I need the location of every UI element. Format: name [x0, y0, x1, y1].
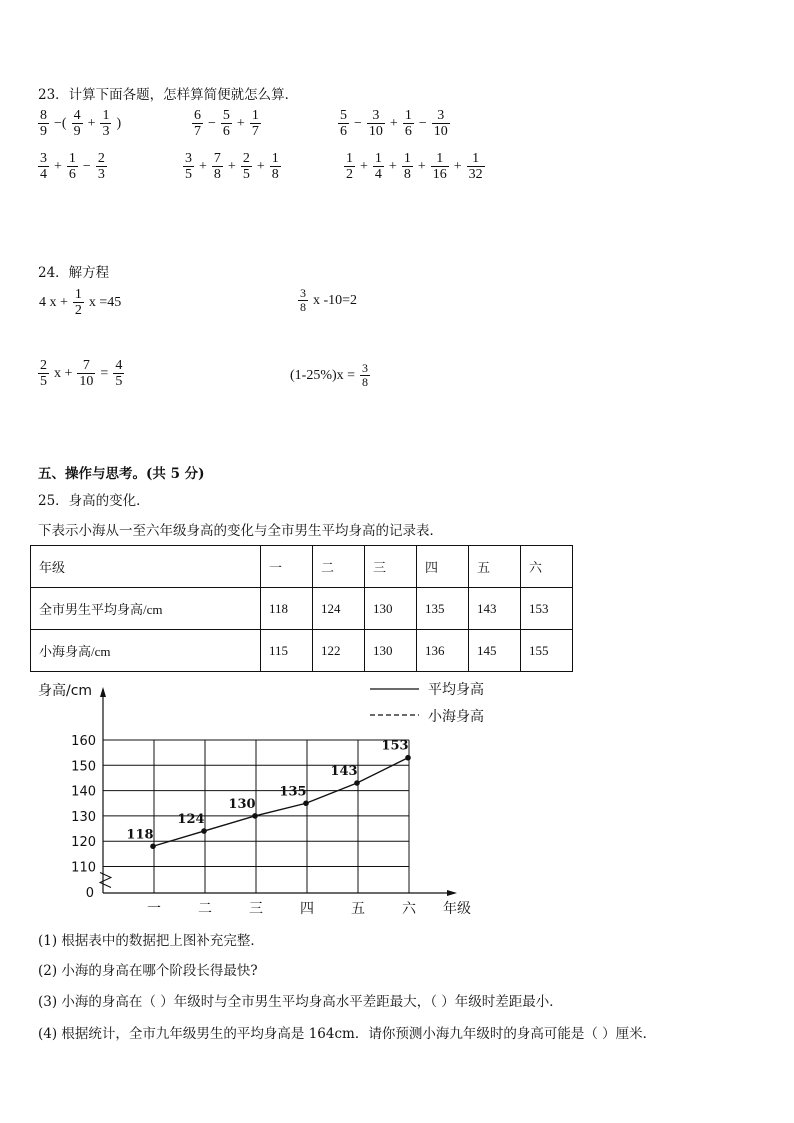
- q24-equation-3: $\frac{2}{5}$ x + $\frac{7}{10}$ = $\frac{4}{5}$: [40, 358, 123, 389]
- q24-equation-2: $\frac{3}{8}$ x -10=2: [300, 286, 358, 314]
- table-cell: 一: [261, 546, 313, 588]
- table-cell: 124: [313, 588, 365, 630]
- y-tick-label: 150: [71, 759, 96, 775]
- table-cell: 二: [313, 546, 365, 588]
- table-cell: 155: [521, 630, 573, 672]
- table-cell: 145: [469, 630, 521, 672]
- table-cell: 136: [417, 630, 469, 672]
- y-tick-label: 120: [71, 835, 96, 851]
- sub-question-4: (4) 根据统计，全市九年级男生的平均身高是 164cm．请你预测小海九年级时的身高可能是（ ）厘米．: [38, 1026, 657, 1042]
- table-cell: 全市男生平均身高/cm: [31, 588, 261, 630]
- table-cell: 小海身高/cm: [31, 630, 261, 672]
- table-cell: 年级: [31, 546, 261, 588]
- x-axis-label: 年级: [443, 901, 471, 917]
- table-cell: 115: [261, 630, 313, 672]
- data-point: [405, 755, 411, 761]
- y-tick-label: 110: [71, 860, 96, 876]
- average-height-line: [153, 758, 408, 847]
- data-point: [201, 828, 207, 834]
- y-tick-label: 140: [71, 784, 96, 800]
- table-cell: 135: [417, 588, 469, 630]
- q24-title: 24．解方程: [38, 265, 110, 281]
- y-tick-label: 130: [71, 809, 96, 825]
- q23-expression-5: $\frac{3}{5}$ + $\frac{7}{8}$ + $\frac{2}{5}$ + $\frac{1}{8}$: [185, 151, 279, 182]
- y-axis-label: 身高/cm: [38, 683, 93, 699]
- table-cell: 122: [313, 630, 365, 672]
- table-cell: 153: [521, 588, 573, 630]
- chart-legend: [370, 681, 484, 725]
- q25-intro: 下表示小海从一至六年级身高的变化与全市男生平均身高的记录表．: [38, 523, 443, 539]
- legend-label-xiaohai: 小海身高: [428, 709, 484, 725]
- q25-title: 25．身高的变化．: [38, 493, 150, 509]
- data-point: [354, 780, 360, 786]
- y-tick-label: 0: [85, 886, 94, 901]
- table-row: [31, 630, 573, 672]
- q24-equation-1: 4 x + $\frac{1}{2}$ x =45: [39, 287, 122, 318]
- x-tick-label: 五: [351, 901, 365, 917]
- height-line-chart: [0, 675, 520, 925]
- height-record-table: [30, 545, 573, 672]
- x-axis-arrow: [447, 890, 457, 896]
- data-label: 118: [126, 827, 154, 843]
- legend-label-average: 平均身高: [428, 682, 484, 698]
- axis-break-mark: [100, 873, 111, 888]
- table-cell: 118: [261, 588, 313, 630]
- x-tick-label: 三: [249, 901, 263, 917]
- sub-question-3: (3) 小海的身高在（ ）年级时与全市男生平均身高水平差距最大，（ ）年级时差距最小．: [38, 994, 563, 1010]
- table-cell: 三: [365, 546, 417, 588]
- q23-expression-6: $\frac{1}{2}$ + $\frac{1}{4}$ + $\frac{1}{8}$ + $\frac{1}{16}$ + $\frac{1}{32}$: [346, 151, 483, 182]
- table-cell: 四: [417, 546, 469, 588]
- data-point: [252, 813, 258, 819]
- data-label: 124: [177, 812, 205, 828]
- table-cell: 五: [469, 546, 521, 588]
- data-label: 130: [228, 796, 256, 812]
- chart-series: [126, 739, 410, 849]
- q24-equation-4: (1-25%)x = $\frac{3}{8}$: [290, 361, 369, 389]
- x-tick-label: 六: [402, 901, 416, 917]
- sub-question-2: (2) 小海的身高在哪个阶段长得最快?: [38, 963, 258, 979]
- table-cell: 六: [521, 546, 573, 588]
- q23-expression-3: $\frac{5}{6}$ − $\frac{3}{10}$ + $\frac{1}{6}$ − $\frac{3}{10}$: [340, 108, 448, 139]
- table-row: [31, 546, 573, 588]
- x-tick-label: 二: [198, 901, 212, 917]
- data-label: 153: [381, 738, 409, 754]
- y-axis-arrow: [100, 687, 106, 697]
- table-cell: 130: [365, 588, 417, 630]
- table-cell: 143: [469, 588, 521, 630]
- data-point: [303, 800, 309, 806]
- q23-expression-1: $\frac{8}{9}$ −( $\frac{4}{9}$ + $\frac{1}{3}$ ): [40, 108, 122, 139]
- table-row: [31, 588, 573, 630]
- y-tick-label: 160: [71, 734, 96, 749]
- q23-title: 23．计算下面各题，怎样算简便就怎么算．: [38, 87, 299, 103]
- table-cell: 130: [365, 630, 417, 672]
- data-label: 143: [330, 764, 358, 780]
- x-tick-label: 四: [300, 901, 314, 917]
- x-tick-label: 一: [147, 901, 161, 917]
- data-point: [150, 843, 156, 849]
- section-title: 五、操作与思考。(共 5 分): [38, 466, 205, 482]
- sub-question-1: (1) 根据表中的数据把上图补充完整．: [38, 933, 264, 949]
- q23-expression-4: $\frac{3}{4}$ + $\frac{1}{6}$ − $\frac{2}{3}$: [40, 151, 105, 182]
- q23-expression-2: $\frac{6}{7}$ − $\frac{5}{6}$ + $\frac{1}{7}$: [194, 108, 259, 139]
- data-label: 135: [279, 784, 307, 800]
